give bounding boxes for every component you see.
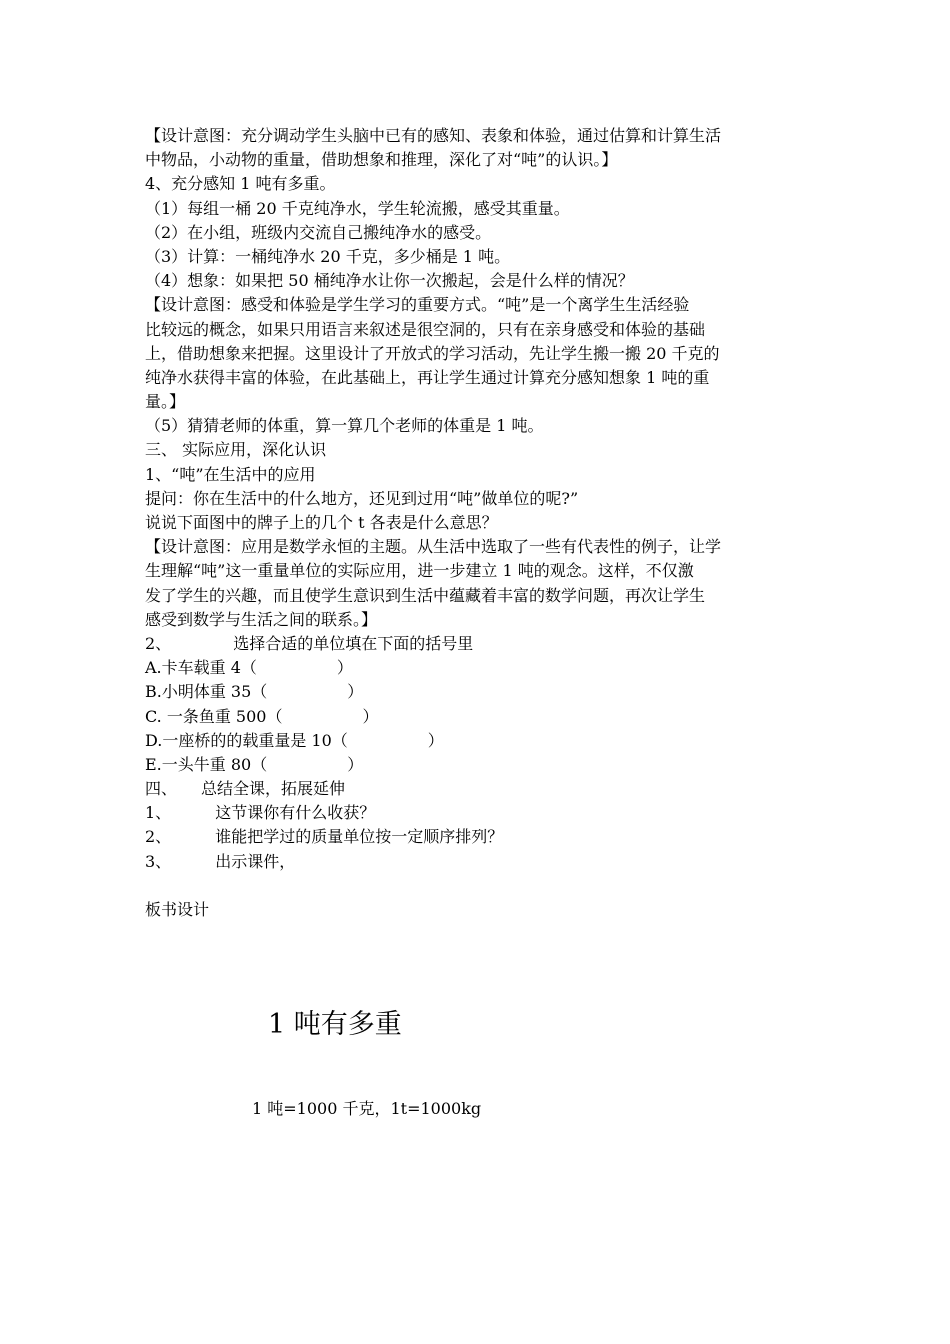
design-intent-2-line-2: 比较远的概念，如果只用语言来叙述是很空洞的，只有在亲身感受和体验的基础	[145, 319, 706, 339]
board-title: 1 吨有多重	[268, 1009, 402, 1040]
option-e	[145, 753, 815, 777]
design-intent-2-line-4: 纯净水获得丰富的体验，在此基础上，再让学生通过计算充分感知想象 1 吨的重	[145, 367, 710, 387]
board-design-heading: 板书设计	[145, 900, 210, 919]
section-3-item-2	[145, 632, 815, 656]
section-4-text: 总结全课，拓展延伸	[201, 779, 346, 799]
option-e-close: ）	[347, 754, 364, 774]
option-a	[145, 656, 815, 680]
option-a-close: ）	[336, 658, 353, 678]
option-d-text: D.一座桥的的载重量是 10（	[145, 730, 348, 750]
section-4-item-2-number: 2、	[145, 827, 172, 847]
design-intent-3-line-2: 生理解“吨”这一重量单位的实际应用，进一步建立 1 吨的观念。这样，不仅激	[145, 561, 694, 581]
sub-item-4: （4）想象：如果把 50 桶纯净水让你一次搬起，会是什么样的情况？	[145, 271, 634, 291]
sub-item-1: （1）每组一桶 20 千克纯净水，学生轮流搬，感受其重量。	[145, 198, 570, 218]
section-4-item-3	[145, 850, 815, 874]
section-4-heading	[145, 777, 815, 801]
sub-item-2: （2）在小组，班级内交流自己搬纯净水的感受。	[145, 222, 492, 242]
question-text: 提问：你在生活中的什么地方，还见到过用“吨”做单位的呢?”	[145, 488, 579, 508]
design-intent-1-line-1: 【设计意图：充分调动学生头脑中已有的感知、表象和体验，通过估算和计算生活	[145, 126, 722, 145]
section-3-item-1: 1、“吨”在生活中的应用	[145, 464, 316, 484]
section-4-item-1-text: 这节课你有什么收获？	[215, 803, 376, 823]
section-4-item-3-number: 3、	[145, 851, 172, 871]
design-intent-2-line-5: 量。】	[145, 392, 186, 412]
option-c	[145, 705, 815, 729]
section-4-item-2	[145, 825, 815, 849]
sub-item-5: （5）猜猜老师的体重，算一算几个老师的体重是 1 吨。	[145, 416, 544, 436]
item-4: 4、充分感知 1 吨有多重。	[145, 174, 336, 194]
design-intent-3-line-4: 感受到数学与生活之间的联系。】	[145, 609, 378, 629]
option-b	[145, 680, 815, 704]
section-4-item-3-text: 出示课件，	[215, 851, 296, 871]
design-intent-2-line-1: 【设计意图：感受和体验是学生学习的重要方式。“吨”是一个离学生生活经验	[145, 295, 690, 315]
document-body	[145, 124, 815, 922]
design-intent-2-line-3: 上，借助想象来把握。这里设计了开放式的学习活动，先让学生搬一搬 20 千克的	[145, 343, 720, 363]
section-4-item-2-text: 谁能把学过的质量单位按一定顺序排列？	[215, 827, 504, 847]
section-4-item-1	[145, 801, 815, 825]
sub-item-3: （3）计算：一桶纯净水 20 千克，多少桶是 1 吨。	[145, 246, 511, 266]
section-3-item-2-text: 选择合适的单位填在下面的括号里	[233, 633, 474, 653]
option-d-close: ）	[427, 730, 444, 750]
board-formula: 1 吨=1000 千克，1t=1000kg	[252, 1099, 482, 1118]
option-c-text: C. 一条鱼重 500（	[145, 706, 283, 726]
section-4-item-1-number: 1、	[145, 803, 172, 823]
option-b-close: ）	[347, 682, 364, 702]
option-d	[145, 729, 815, 753]
option-a-text: A.卡车载重 4（	[145, 658, 257, 678]
spacer	[145, 874, 815, 898]
option-e-text: E.一头牛重 80（	[145, 754, 268, 774]
design-intent-3-line-1: 【设计意图：应用是数学永恒的主题。从生活中选取了一些有代表性的例子，让学	[145, 537, 722, 557]
option-c-close: ）	[362, 706, 379, 726]
say-text: 说说下面图中的牌子上的几个 t 各表是什么意思？	[145, 513, 498, 532]
design-intent-1-line-2: 中物品，小动物的重量，借助想象和推理，深化了对“吨”的认识。】	[145, 150, 618, 170]
section-3-heading: 三、 实际应用，深化认识	[145, 440, 327, 460]
design-intent-3-line-3: 发了学生的兴趣，而且使学生意识到生活中蕴藏着丰富的数学问题，再次让学生	[145, 585, 706, 605]
section-3-item-2-number: 2、	[145, 633, 172, 653]
section-4-number: 四、	[145, 779, 178, 799]
option-b-text: B.小明体重 35（	[145, 682, 268, 702]
